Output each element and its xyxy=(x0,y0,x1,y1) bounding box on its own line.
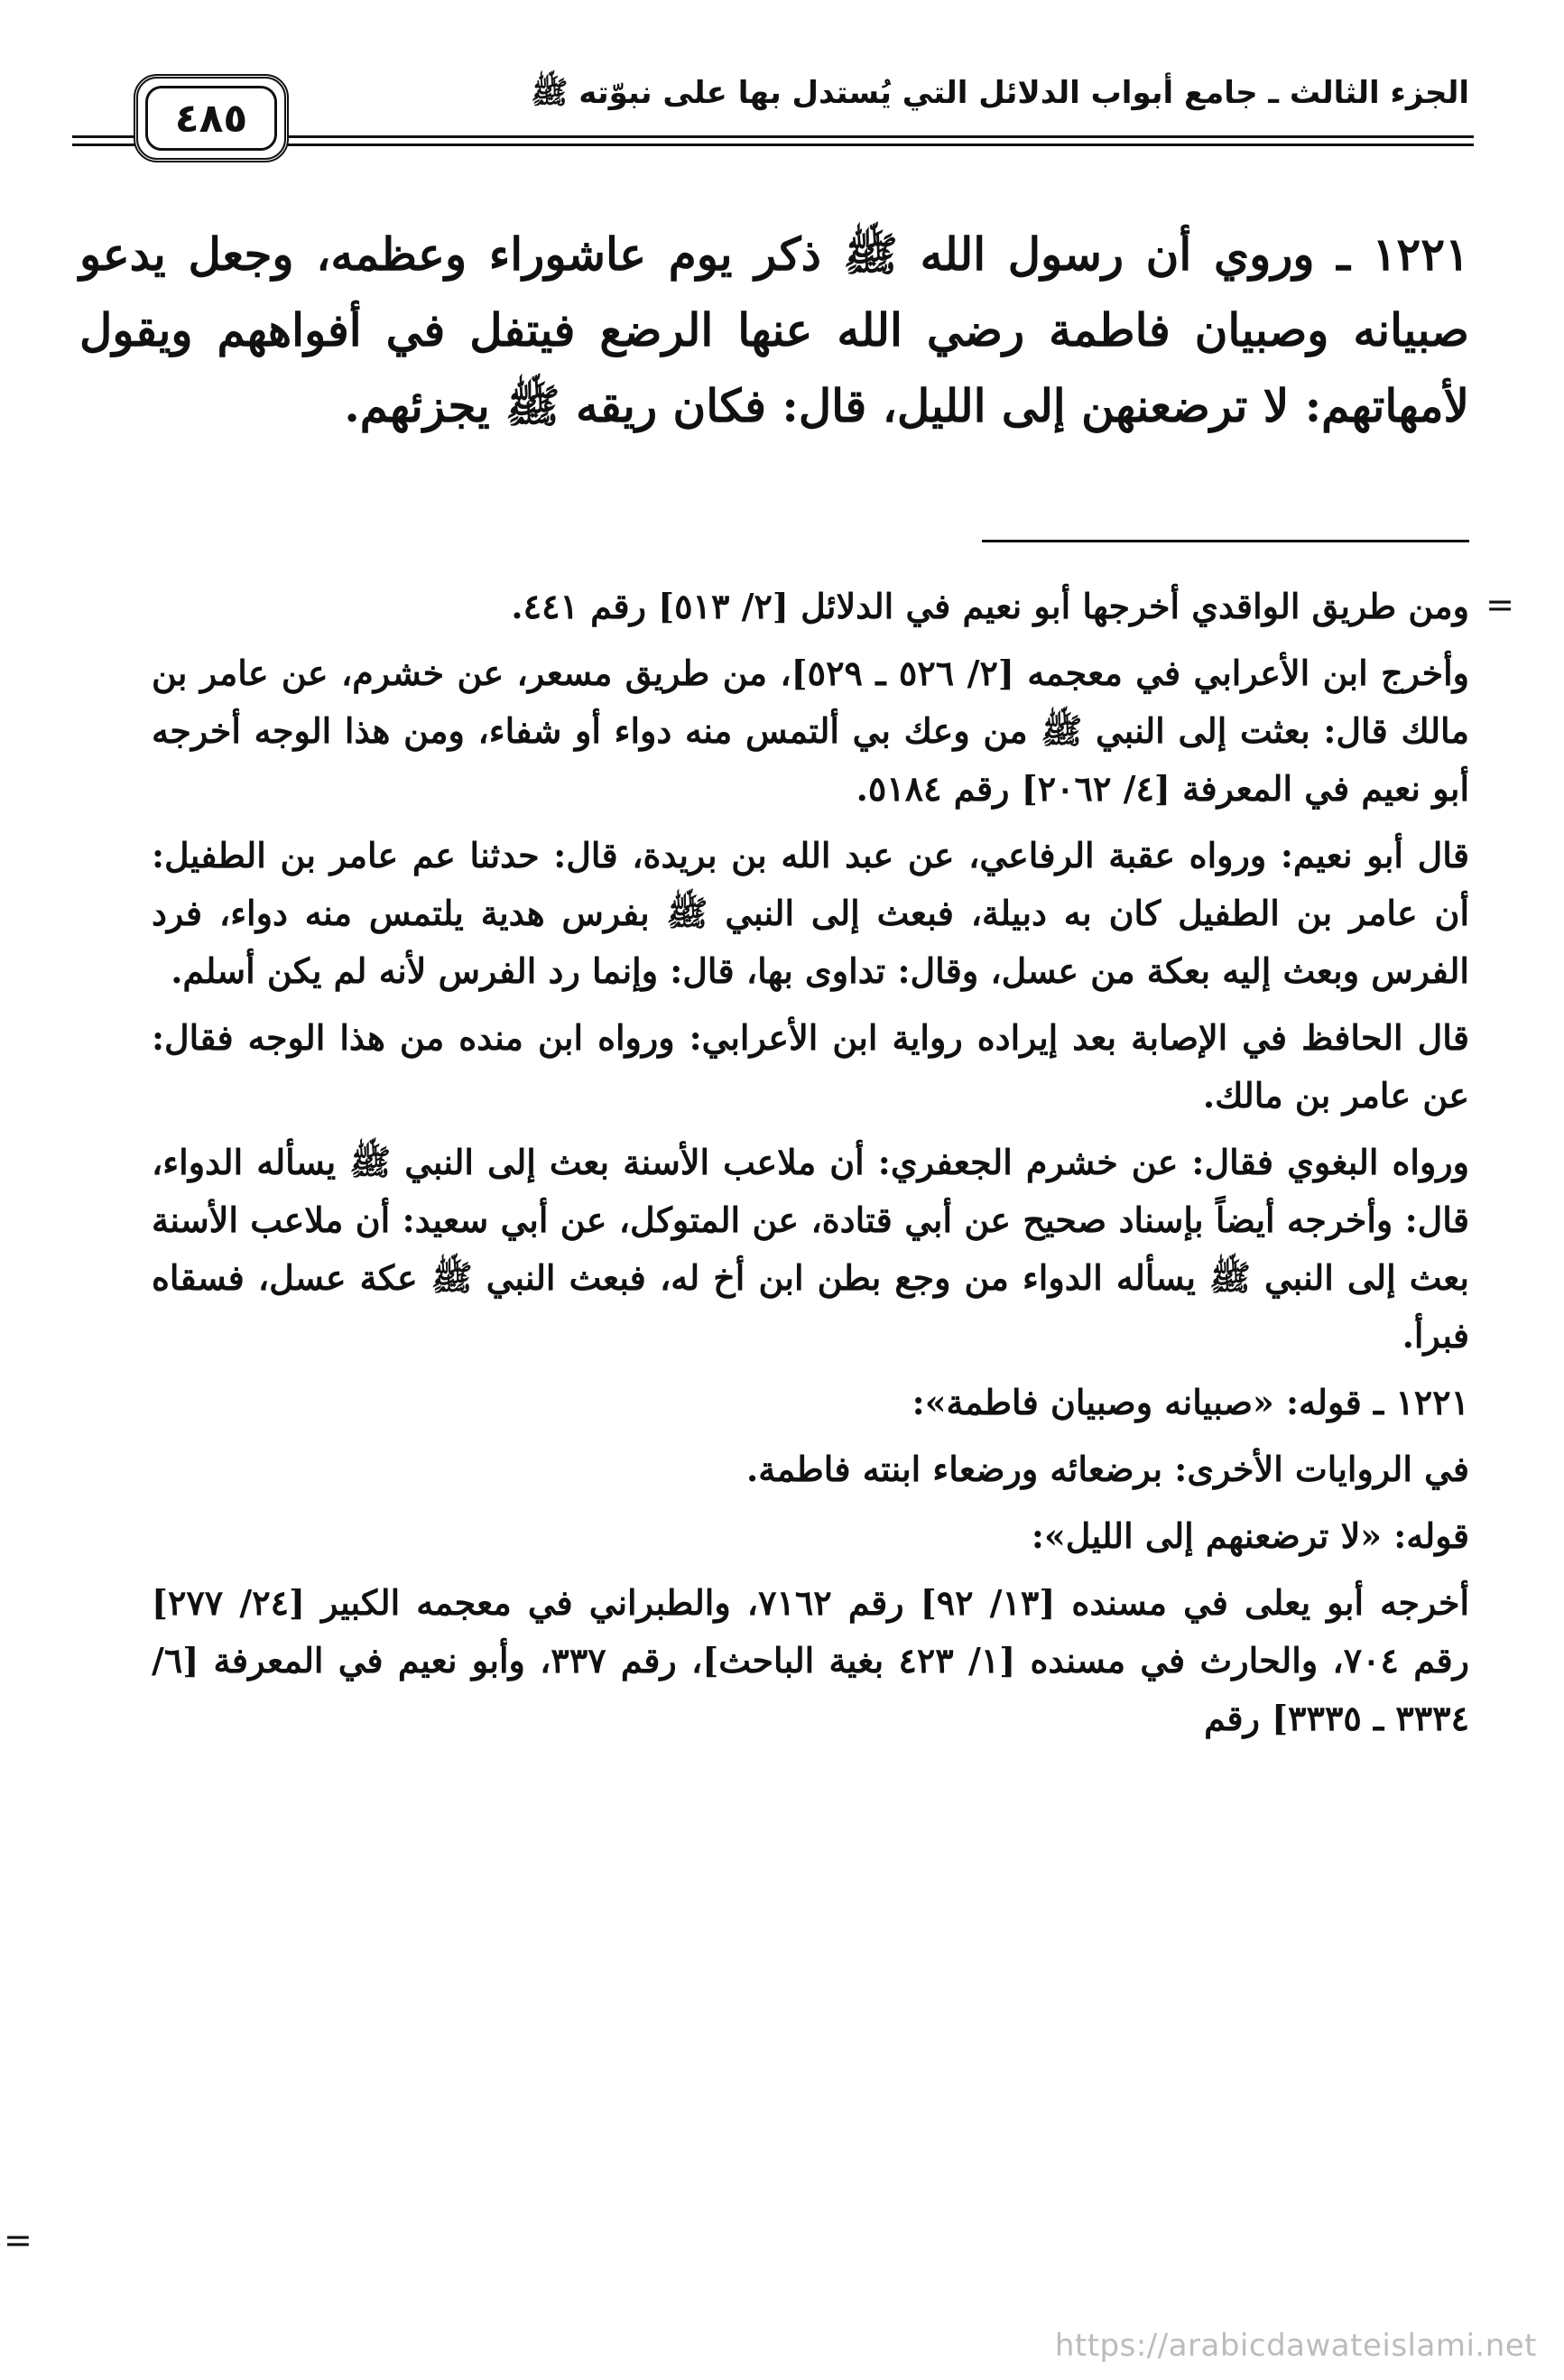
footnote-paragraph-1: ومن طريق الواقدي أخرجها أبو نعيم في الدلائل [٢/ ٥١٣] رقم ٤٤١. xyxy=(511,586,1469,626)
note-text-1: في الروايات الأخرى: برضعائه ورضعاء ابنته فاطمة. xyxy=(745,1449,1469,1489)
note-heading-1: ١٢٢١ ـ قوله: «صبيانه وصبيان فاطمة»: xyxy=(912,1382,1469,1422)
footnote-paragraph-2: وأخرج ابن الأعرابي في معجمه [٢/ ٥٢٦ ـ ٥٢٩]، من طريق مسعر، عن خشرم، عن عامر بن مالك قال: بعثت إلى النبي ﷺ من وعك بي ألتمس منه دواء أو شفاء، ومن هذا الوجه أخرجه أبو نعيم في المعرفة [٤/ ٢٠٦٢] رقم ٥١٨٤. xyxy=(152,653,1470,809)
footnote-paragraph-3: قال أبو نعيم: ورواه عقبة الرفاعي، عن عبد الله بن بريدة، قال: حدثنا عم عامر بن الطفيل: أن عامر بن الطفيل كان به دبيلة، فبعث إلى النبي ﷺ بفرس هدية يلتمس منه دواء، فرد الفرس وبعث إليه بعكة من عسل، وقال: تداوى بها، قال: وإنما رد الفرس لأنه لم يكن أسلم. xyxy=(152,835,1469,991)
page-number: ٤٨٥ xyxy=(145,86,277,151)
main-hadith-paragraph: ١٢٢١ ـ وروي أن رسول الله ﷺ ذكر يوم عاشوراء وعظمه، وجعل يدعو صبيانه وصبيان فاطمة رضي الله عنها الرضع فيتفل في أفواههم ويقول لأمهاتهم: لا ترضعنهن إلى الليل، قال: فكان ريقه ﷺ يجزئهم. xyxy=(79,227,1469,432)
note-heading-2: قوله: «لا ترضعنهم إلى الليل»: xyxy=(1031,1515,1469,1556)
footnote-continuation-mark: = xyxy=(1485,585,1514,625)
footnote-paragraph-4: قال الحافظ في الإصابة بعد إيراده رواية ابن الأعرابي: ورواه ابن منده من هذا الوجه فقال: عن عامر بن مالك. xyxy=(152,1017,1469,1116)
footnote-paragraph-5: ورواه البغوي فقال: عن خشرم الجعفري: أن ملاعب الأسنة بعث إلى النبي ﷺ يسأله الدواء، قال: وأخرجه أيضاً بإسناد صحيح عن أبي قتادة، عن المتوكل، عن أبي سعيد: أن ملاعب الأسنة بعث إلى النبي ﷺ يسأله الدواء من وجع بطن ابن أخ له، فبعث النبي ﷺ عكة عسل، فسقاه فبرأ. xyxy=(152,1142,1469,1356)
footnotes-section xyxy=(52,578,1469,1756)
page-number-frame xyxy=(134,74,289,162)
footnote-separator xyxy=(982,540,1469,542)
footnote-end-mark: = xyxy=(4,2220,32,2260)
source-watermark: https://arabicdawateislami.net xyxy=(1054,2328,1537,2364)
running-header-title: الجزء الثالث ـ جامع أبواب الدلائل التي يُستدل بها على نبوّته ﷺ xyxy=(531,75,1469,111)
note-text-2: أخرجه أبو يعلى في مسنده [١٣/ ٩٢] رقم ٧١٦٢، والطبراني في معجمه الكبير [٢٤/ ٢٧٧] رقم ٧٠٤، والحارث في مسنده [١/ ٤٢٣ بغية الباحث]، رقم ٣٣٧، وأبو نعيم في المعرفة [٦/ ٣٣٣٤ ـ ٣٣٣٥] رقم xyxy=(152,1582,1470,1738)
